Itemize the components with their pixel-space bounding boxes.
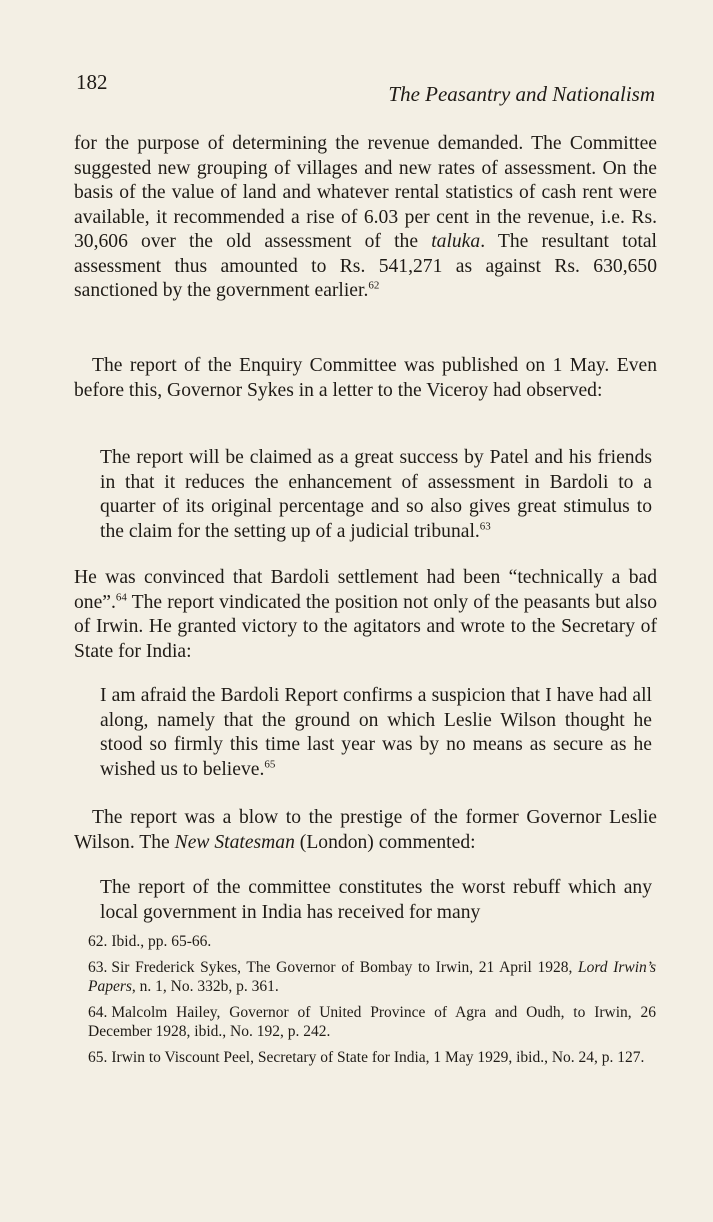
paragraph-blow xyxy=(74,806,657,855)
block-quote-new-statesman xyxy=(100,876,652,925)
paragraph-continuation xyxy=(74,132,657,304)
running-title: The Peasantry and Nationalism xyxy=(388,82,655,106)
paragraph-text: for the purpose of determining the revenue demanded. The Committee suggested new grouping of villages and new rates of assessment. On the basis of the value of land and whatever rental statistics of cash rent were available, it recommended a rise of 6.03 per cent in the revenue, i.e. Rs. 30,606 over the old assessment of the xyxy=(74,133,657,252)
footnote-ref: 63 xyxy=(479,519,491,532)
footnote-text: Ibid., pp. 65-66. xyxy=(111,933,212,950)
block-quote-sykes xyxy=(100,446,652,544)
footnote-text: , n. 1, No. 332b, p. 361. xyxy=(131,978,279,995)
footnote-ref: 62 xyxy=(368,279,380,292)
quote-text: The report of the committee constitutes the worst rebuff which any local government in India has received for many xyxy=(100,877,652,923)
footnote-65 xyxy=(76,1048,656,1068)
footnote-number: 65. xyxy=(88,1048,108,1066)
block-quote-irwin xyxy=(100,684,652,782)
footnote-ref: 65 xyxy=(264,757,276,770)
page-number: 182 xyxy=(76,70,108,94)
footnote-text: Irwin to Viscount Peel, Secretary of State for India, 1 May 1929, ibid., No. 24, p. 127. xyxy=(111,1048,645,1066)
paragraph-text: (London) commented: xyxy=(294,831,476,853)
footnote-italic: Lord Irwin’s Papers xyxy=(88,958,656,995)
footnote-64 xyxy=(76,1003,656,1042)
italic-title: New Statesman xyxy=(174,831,295,853)
footnote-63 xyxy=(76,958,656,997)
paragraph-text: The report of the Enquiry Committee was published on 1 May. Even before this, Governor Sykes in a letter to the Viceroy had observed: xyxy=(74,355,657,401)
footnote-number: 62. xyxy=(88,933,108,950)
italic-term: taluka xyxy=(431,231,481,252)
quote-text: The report will be claimed as a great success by Patel and his friends in that it reduces the enhancement of assessment in Bardoli to a quarter of its original percentage and so also gives great stimulus to the claim for the setting up of a judicial tribunal. xyxy=(100,447,652,542)
paragraph-text: The report vindicated the position not only of the peasants but also of Irwin. He granted victory to the agitators and wrote to the Secretary of State for India: xyxy=(74,591,657,662)
footnote-number: 64. xyxy=(88,1003,108,1021)
quote-text: I am afraid the Bardoli Report confirms a suspicion that I have had all along, namely that the ground on which Leslie Wilson thought he stood so firmly this time last year was by no means as secure as he wished us to believe. xyxy=(100,685,652,780)
footnote-text: Malcolm Hailey, Governor of United Province of Agra and Oudh, to Irwin, 26 December 1928, ibid., No. 192, p. 242. xyxy=(88,1003,656,1040)
paragraph-text: The report was a blow to the prestige of the former Governor Leslie Wilson. The xyxy=(74,807,657,853)
footnote-number: 63. xyxy=(88,958,108,976)
footnote-62 xyxy=(76,932,656,952)
footnotes xyxy=(76,932,656,1073)
paragraph-report xyxy=(74,354,657,403)
paragraph-text: He was convinced that Bardoli settlement had been “technically a bad one”. xyxy=(74,567,657,613)
footnote-ref: 64 xyxy=(115,590,127,603)
footnote-text: Sir Frederick Sykes, The Governor of Bombay to Irwin, 21 April 1928, xyxy=(111,958,578,976)
paragraph-text: . The resultant total assessment thus amounted to Rs. 541,271 as against Rs. 630,650 sanctioned by the government earlier. xyxy=(74,231,657,301)
paragraph-convinced xyxy=(74,566,657,664)
